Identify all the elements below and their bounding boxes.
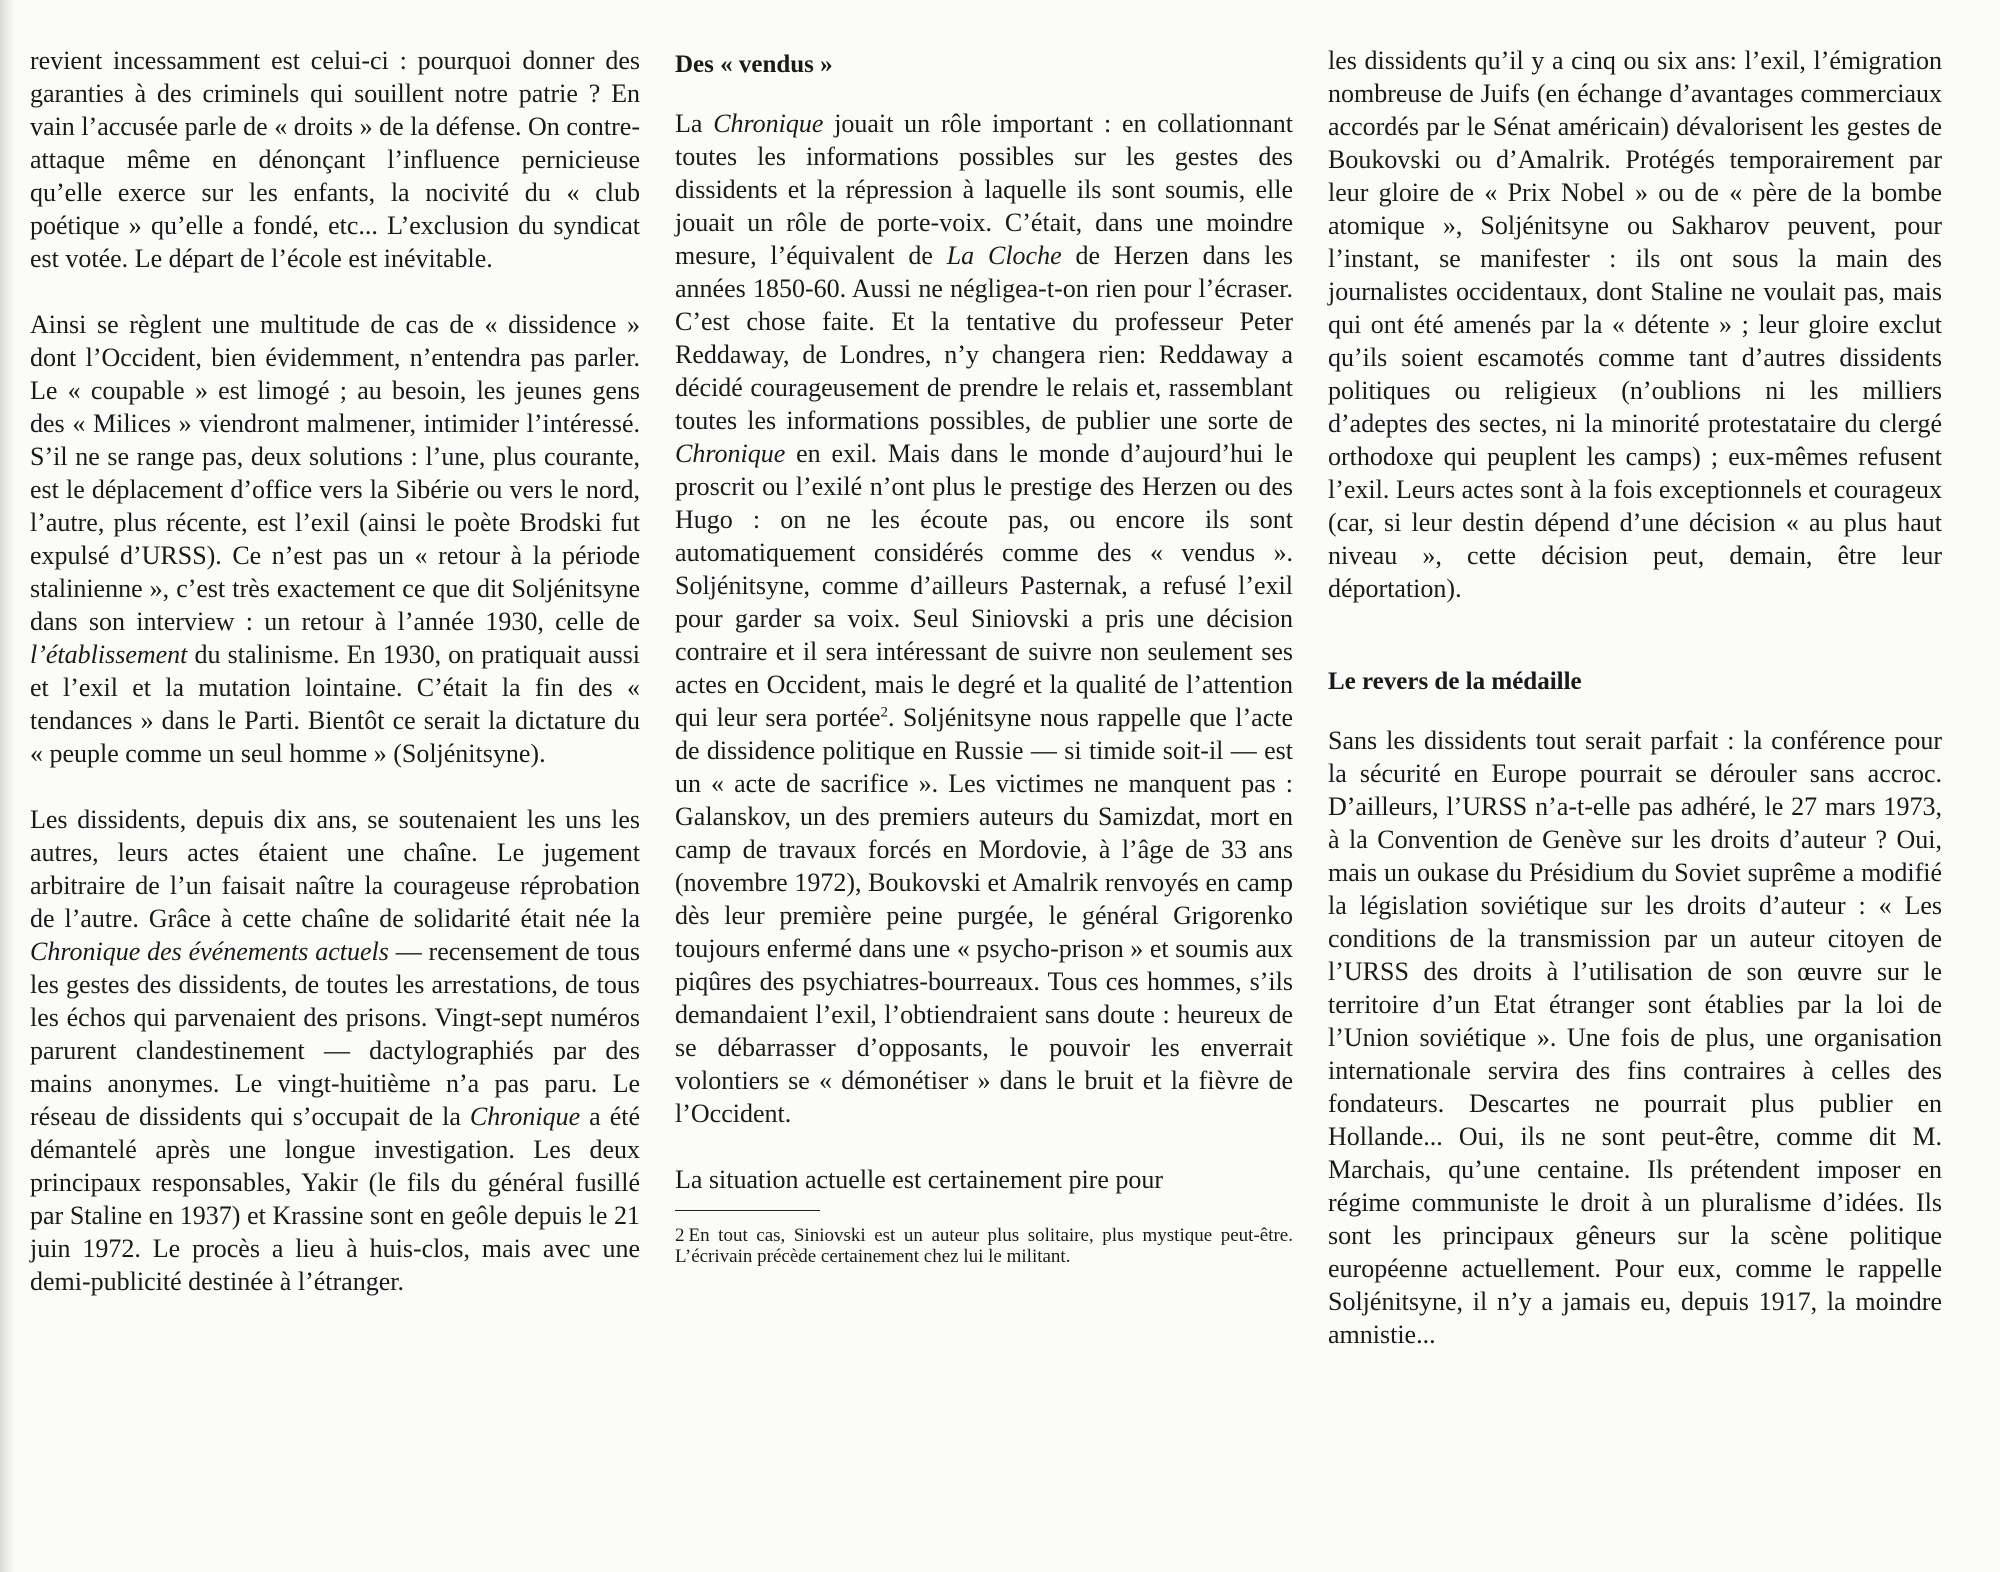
column-right: [1328, 44, 1942, 1351]
footnote-divider: [675, 1210, 820, 1211]
italic-title: Chronique des événements actuels: [30, 937, 389, 966]
column-left: [30, 44, 640, 1298]
paragraph: les dissidents qu’il y a cinq ou six ans: l’exil, l’émigration nombreuse de Juifs (en échange d’avantages commerciaux accordés par le Sénat américain) dévalorisent les gestes de Boukovski ou d’Amalrik. Protégés temporairement par leur gloire de « Prix Nobel » ou de « père de la bombe atomique », Soljénitsyne ou Sakharov peuvent, pour l’instant, se manifester : ils ont sous la main des journalistes occidentaux, dont Staline ne voulait pas, mais qui ont été amenés par la « détente » ; leur gloire exclut qu’ils soient escamotés comme tant d’autres dissidents politiques ou religieux (n’oublions ni les milliers d’adeptes des sectes, ni la minorité protestataire du clergé orthodoxe qui peuplent les camps) ; eux-mêmes refusent l’exil. Leurs actes sont à la fois exceptionnels et courageux (car, si leur destin dépend d’une décision « au plus haut niveau », cette décision peut, demain, être leur déportation).: [1328, 46, 1942, 603]
section-heading: Le revers de la médaille: [1328, 668, 1582, 695]
footnote-number: 2: [675, 1225, 685, 1246]
italic-title: Chronique: [675, 439, 786, 468]
page-binding-shadow: [0, 0, 14, 1572]
paragraph: Ainsi se règlent une multitude de cas de « dissidence » dont l’Occident, bien évidemment, n’entendra pas parler. Le « coupable » est limogé ; au besoin, les jeunes gens des « Milices » viendront malmener, intimider l’intéressé. S’il ne se range pas, deux solutions : l’une, plus courante, est le déplacement d’office vers la Sibérie ou vers le nord, l’autre, plus récente, est l’exil (ainsi le poète Brodski fut expulsé d’URSS). Ce n’est pas un « retour à la période stalinienne », c’est très exactement ce que dit Soljénitsyne dans son interview : un retour à l’année 1930, celle de l’établissement du stalinisme. En 1930, on pratiquait aussi et l’exil et la mutation lointaine. C’était la fin des « tendances » dans le Parti. Bientôt ce serait la dictature du « peuple comme un seul homme » (Soljénitsyne).: [30, 310, 640, 768]
column-middle: [675, 44, 1293, 1300]
italic-title: Chronique: [469, 1102, 581, 1131]
italic-term: l’établissement: [30, 640, 188, 669]
italic-title: Chronique: [713, 109, 824, 138]
paragraph: revient incessamment est celui-ci : pourquoi donner des garanties à des criminels qui souillent notre patrie ? En vain l’accusée parle de « droits » de la défense. On contre-attaque même en dénonçant l’influence pernicieuse qu’elle exerce sur les enfants, la nocivité du « club poétique » qu’elle a fondé, etc... L’exclusion du syndicat est votée. Le départ de l’école est inévitable.: [30, 46, 640, 273]
paragraph: Les dissidents, depuis dix ans, se soutenaient les uns les autres, leurs actes étaient une chaîne. Le jugement arbitraire de l’un faisait naître la courageuse réprobation de l’autre. Grâce à cette chaîne de solidarité était née la Chronique des événements actuels — recensement de tous les gestes des dissidents, de toutes les arrestations, de tous les échos qui parvenaient des prisons. Vingt-sept numéros parurent clandestinement — dactylographiés par des mains anonymes. Le vingt-huitième n’a pas paru. Le réseau de dissidents qui s’occupait de la Chronique a été démantelé après une longue investigation. Les deux principaux responsables, Yakir (le fils du général fusillé par Staline en 1937) et Krassine sont en geôle depuis le 21 juin 1972. Le procès a lieu à huis-clos, mais avec une demi-publicité destinée à l’étranger.: [30, 805, 641, 1296]
paragraph: Sans les dissidents tout serait parfait : la conférence pour la sécurité en Europe pourrait se dérouler sans accroc. D’ailleurs, l’URSS n’a-t-elle pas adhéré, le 27 mars 1973, à la Convention de Genève sur les droits d’auteur ? Oui, mais un oukase du Présidium du Soviet suprême a modifié la législation soviétique sur les droits d’auteur : « Les conditions de la transmission par un auteur citoyen de l’URSS des droits à l’utilisation de son œuvre sur le territoire d’un Etat étranger sont établies par la loi de l’Union soviétique ». Une fois de plus, une organisation internationale servira des fins contraires à celles des fondateurs. Descartes ne pourrait plus publier en Hollande... Oui, ils ne sont peut-être, comme dit M. Marchais, qu’une centaine. Ils prétendent imposer en régime communiste le droit à un pluralisme d’idées. Ils sont les principaux gêneurs sur la scène politique européenne actuellement. Pour eux, comme le rappelle Soljénitsyne, il n’y a jamais eu, depuis 1917, la moindre amnistie...: [1328, 726, 1942, 1349]
italic-title: La Cloche: [946, 241, 1062, 270]
paragraph: La situation actuelle est certainement pire pour: [675, 1165, 1164, 1194]
section-heading: Des « vendus »: [675, 51, 833, 78]
footnote: 2 En tout cas, Siniovski est un auteur plus solitaire, plus mystique peut-être. L’écrivain précède certainement chez lui le militant.: [675, 1225, 1293, 1267]
footnote-reference: 2: [880, 704, 889, 721]
paragraph: La Chronique jouait un rôle important : en collationnant toutes les informations possibles sur les gestes des dissidents et la répression à laquelle ils sont soumis, elle jouait un rôle de porte-voix. C’était, dans une moindre mesure, l’équivalent de La Cloche de Herzen dans les années 1850-60. Aussi ne négligea-t-on rien pour l’écraser. C’est chose faite. Et la tentative du professeur Peter Reddaway, de Londres, n’y changera rien: Reddaway a décidé courageusement de prendre le relais et, rassemblant toutes les informations possibles, de publier une sorte de Chronique en exil. Mais dans le monde d’aujourd’hui le proscrit ou l’exilé n’ont plus le prestige des Herzen ou des Hugo : on ne les écoute pas, ou encore ils sont automatiquement considérés comme des « vendus ». Soljénitsyne, comme d’ailleurs Pasternak, a refusé l’exil pour garder sa voix. Seul Siniovski a pris une décision contraire et il sera intéressant de suivre non seulement ses actes en Occident, mais le degré et la qualité de l’attention qui leur sera portée$^2$. Soljénitsyne nous rappelle que l’acte de dissidence politique en Russie — si timide soit-il — est un « acte de sacrifice ». Les victimes ne manquent pas : Galanskov, un des premiers auteurs du Samizdat, mort en camp de travaux forcés en Mordovie, à l’âge de 33 ans (novembre 1972), Boukovski et Amalrik renvoyés en camp dès leur première peine purgée, le général Grigorenko toujours enfermé dans une « psycho-prison » et soumis aux piqûres des psychiatres-bourreaux. Tous ces hommes, s’ils demandaient l’exil, l’obtiendraient sans doute : heureux de se débarrasser d’opposants, le pouvoir les enverrait volontiers se « démonétiser » dans le bruit et la fièvre de l’Occident.: [675, 109, 1294, 1128]
